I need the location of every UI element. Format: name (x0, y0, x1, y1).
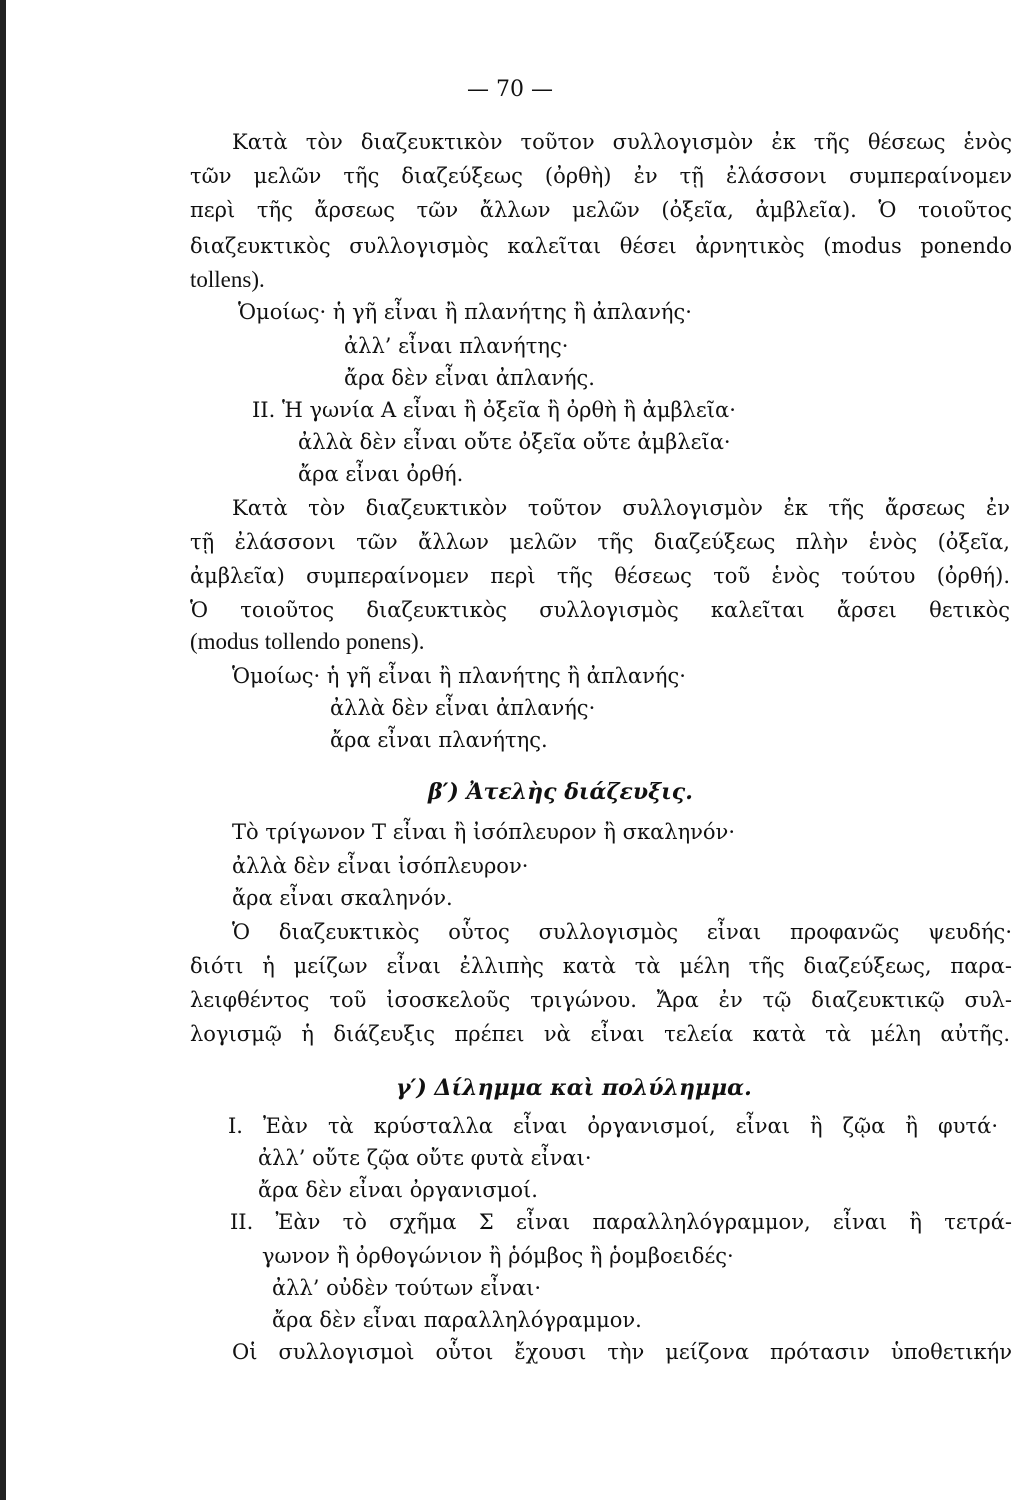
text-line: (modus tollendo ponens). (190, 629, 425, 654)
text-line: Κατὰ τὸν διαζευκτικὸν τοῦτον συλλογισμὸν ἐκ τῆς θέσεως ἑνὸς (232, 130, 1012, 154)
scan-edge (0, 0, 6, 1500)
text-line: ἄρα δὲν εἶναι παραλληλόγραμμον. (272, 1308, 642, 1332)
section-heading: β′) Ἀτελὴς διάζευξις. (428, 779, 693, 805)
text-line: ἄρα εἶναι πλανήτης. (330, 728, 548, 752)
text-line: tollens). (190, 267, 265, 292)
text-line: ἄρα εἶναι σκαληνόν. (232, 886, 453, 910)
text-line: Τὸ τρίγωνον Τ εἶναι ἢ ἰσόπλευρον ἢ σκαληνόν· (232, 820, 735, 844)
text-line: Ὁ διαζευκτικὸς οὗτος συλλογισμὸς εἶναι προφανῶς ψευδής· (232, 920, 1012, 944)
text-line: ἀλλὰ δὲν εἶναι ἀπλανής· (330, 696, 596, 720)
text-line: ἀλλ’ οὐδὲν τούτων εἶναι· (272, 1276, 542, 1300)
text-line: Ι. Ἐὰν τὰ κρύσταλλα εἶναι ὀργανισμοί, εἶναι ἢ ζῷα ἢ φυτά· (228, 1114, 998, 1138)
text-line: λειφθέντος τοῦ ἰσοσκελοῦς τριγώνου. Ἄρα ἐν τῷ διαζευκτικῷ συλ- (190, 988, 1012, 1012)
text-line: τῇ ἐλάσσονι τῶν ἄλλων μελῶν τῆς διαζεύξεως πλὴν ἑνὸς (ὀξεῖα, (190, 530, 1010, 554)
text-line: λογισμῷ ἡ διάζευξις πρέπει νὰ εἶναι τελεία κατὰ τὰ μέλη αὐτῆς. (190, 1022, 1010, 1046)
text-line: ΙΙ. Ἐὰν τὸ σχῆμα Σ εἶναι παραλληλόγραμμον, εἶναι ἢ τετρά- (230, 1210, 1012, 1234)
text-line: διότι ἡ μείζων εἶναι ἐλλιπὴς κατὰ τὰ μέλη τῆς διαζεύξεως, παρα- (190, 954, 1012, 978)
text-line: ἀλλ’ εἶναι πλανήτης· (344, 334, 569, 358)
text-line: ἄρα δὲν εἶναι ἀπλανής. (344, 366, 595, 390)
text-line: τῶν μελῶν τῆς διαζεύξεως (ὀρθὴ) ἐν τῇ ἐλάσσονι συμπεραίνομεν (190, 164, 1012, 188)
text-line: περὶ τῆς ἄρσεως τῶν ἄλλων μελῶν (ὀξεῖα, ἀμβλεῖα). Ὁ τοιοῦτος (190, 198, 1012, 222)
text-line: Ὁμοίως· ἡ γῆ εἶναι ἢ πλανήτης ἢ ἀπλανής· (232, 664, 686, 688)
text-line: ἀμβλεῖα) συμπεραίνομεν περὶ τῆς θέσεως τοῦ ἑνὸς τούτου (ὀρθή). (190, 564, 1010, 588)
text-line: διαζευκτικὸς συλλογισμὸς καλεῖται θέσει ἀρνητικὸς (modus ponendo (190, 234, 1012, 258)
text-line: ἄρα εἶναι ὀρθή. (298, 462, 464, 486)
text-line: γωνον ἢ ὀρθογώνιον ἢ ῥόμβος ἢ ῥομβοειδές· (262, 1244, 734, 1268)
text-line: Ὁ τοιοῦτος διαζευκτικὸς συλλογισμὸς καλεῖται ἄρσει θετικὸς (190, 598, 1010, 622)
text-line: Οἱ συλλογισμοὶ οὗτοι ἔχουσι τὴν μείζονα πρότασιν ὑποθετικήν (232, 1340, 1012, 1364)
text-line: ἄρα δὲν εἶναι ὀργανισμοί. (258, 1178, 538, 1202)
text-line: Κατὰ τὸν διαζευκτικὸν τοῦτον συλλογισμὸν ἐκ τῆς ἄρσεως ἐν (232, 496, 1010, 520)
text-line: ἀλλ’ οὔτε ζῷα οὔτε φυτὰ εἶναι· (258, 1146, 592, 1170)
page-number: — 70 — (467, 77, 553, 102)
text-line: ἀλλὰ δὲν εἶναι οὔτε ὀξεῖα οὔτε ἀμβλεῖα· (298, 430, 731, 454)
text-line: ΙΙ. Ἡ γωνία Α εἶναι ἢ ὀξεῖα ἢ ὀρθὴ ἢ ἀμβλεῖα· (252, 398, 736, 422)
text-line: ἀλλὰ δὲν εἶναι ἰσόπλευρον· (232, 854, 529, 878)
text-line: Ὁμοίως· ἡ γῆ εἶναι ἢ πλανήτης ἢ ἀπλανής· (238, 300, 692, 324)
section-heading: γ′) Δίλημμα καὶ πολύλημμα. (396, 1075, 752, 1101)
